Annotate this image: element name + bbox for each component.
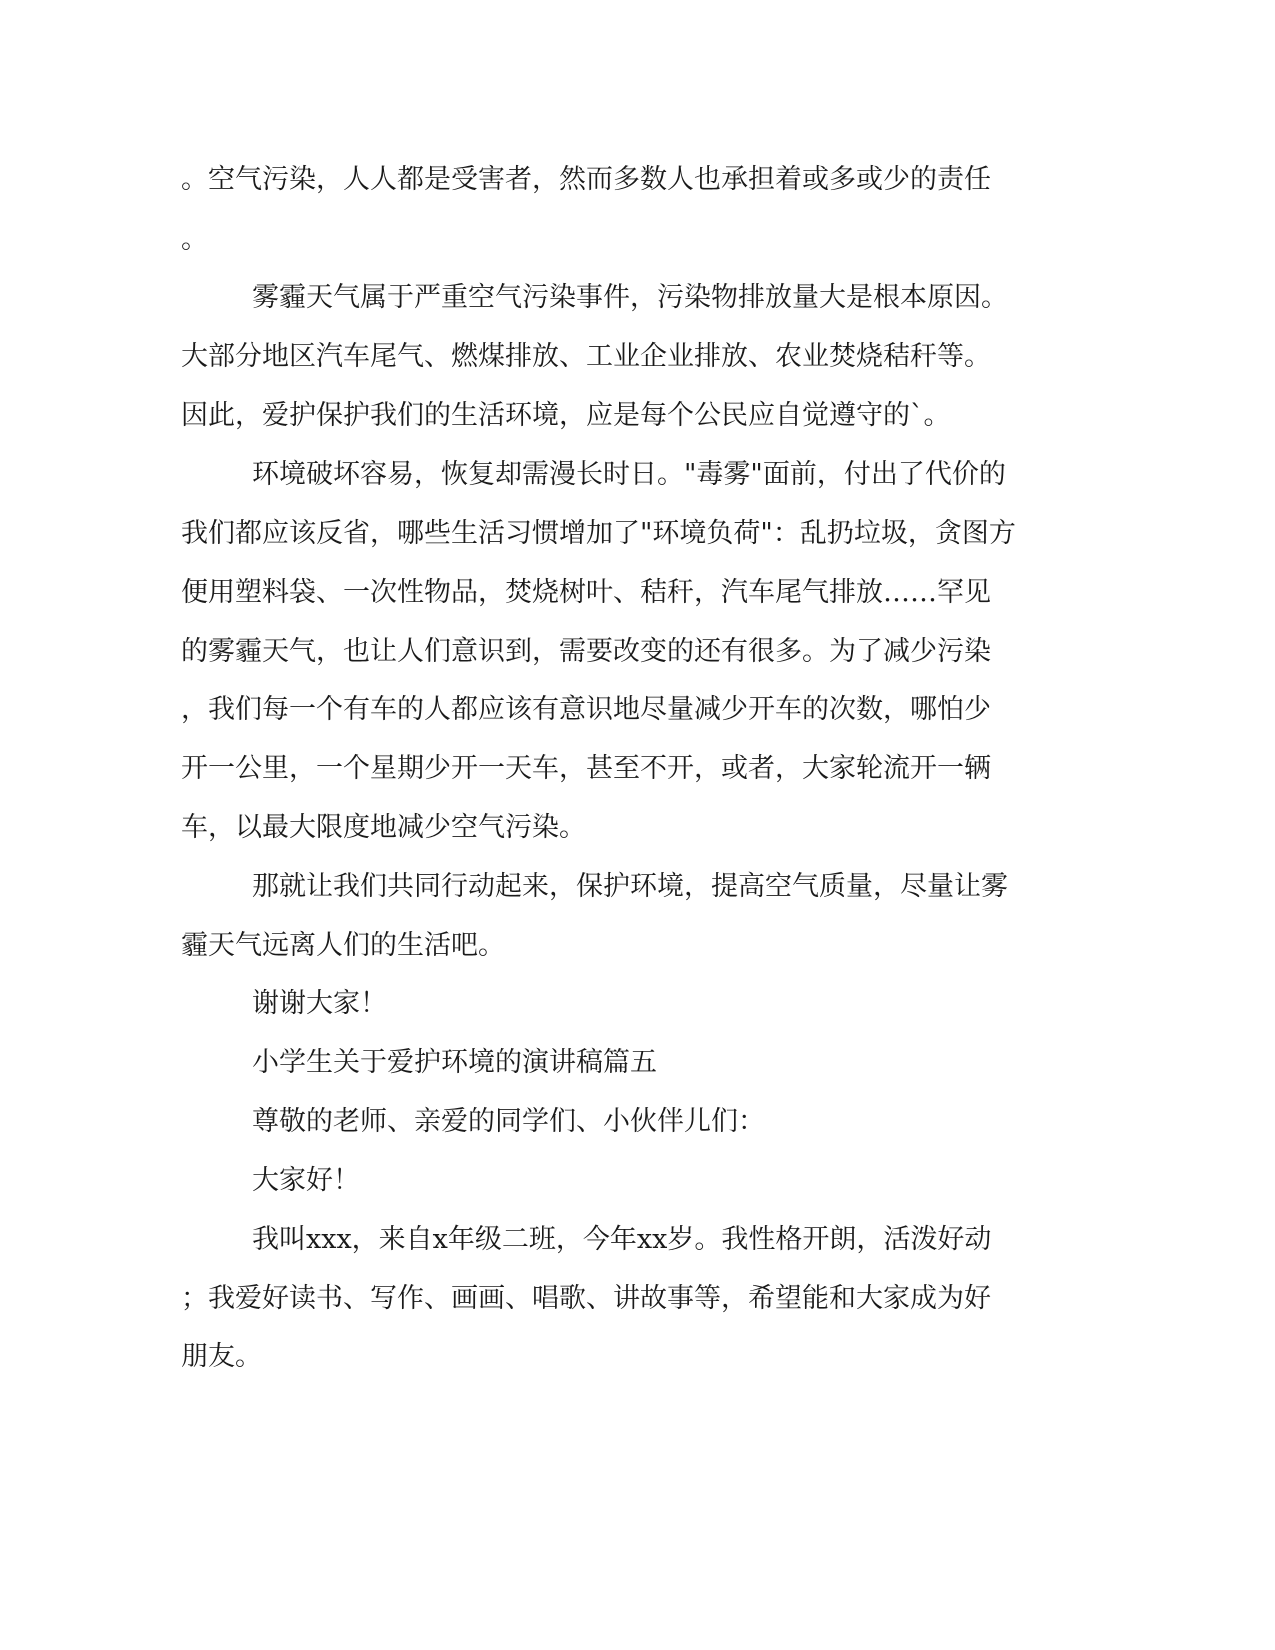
body-text-line: 。空气污染，人人都是受害者，然而多数人也承担着或多或少的责任 xyxy=(181,164,991,195)
paragraph-first-line: 雾霾天气属于严重空气污染事件，污染物排放量大是根本原因。 xyxy=(252,282,1008,313)
body-text-line: ；我爱好读书、写作、画画、唱歌、讲故事等，希望能和大家成为好 xyxy=(181,1283,991,1314)
body-text-line: 开一公里，一个星期少开一天车，甚至不开，或者，大家轮流开一辆 xyxy=(181,753,991,784)
body-text-line: 朋友。 xyxy=(181,1341,262,1372)
body-text-line: 便用塑料袋、一次性物品，焚烧树叶、秸秆，汽车尾气排放……罕见 xyxy=(181,577,991,608)
paragraph-first-line: 环境破坏容易，恢复却需漫长时日。"毒雾"面前，付出了代价的 xyxy=(252,459,1006,490)
body-text-line: 大部分地区汽车尾气、燃煤排放、工业企业排放、农业焚烧秸秆等。 xyxy=(181,341,991,372)
body-text-line: ，我们每一个有车的人都应该有意识地尽量减少开车的次数，哪怕少 xyxy=(181,694,991,725)
closing-thanks: 谢谢大家！ xyxy=(252,988,387,1019)
body-text-line: 霾天气远离人们的生活吧。 xyxy=(181,930,505,961)
paragraph-first-line: 我叫xxx，来自x年级二班，今年xx岁。我性格开朗，活泼好动 xyxy=(252,1224,992,1255)
paragraph-first-line: 那就让我们共同行动起来，保护环境，提高空气质量，尽量让雾 xyxy=(252,871,1008,902)
section-title: 小学生关于爱护环境的演讲稿篇五 xyxy=(252,1047,657,1078)
body-text-line: 的雾霾天气，也让人们意识到，需要改变的还有很多。为了减少污染 xyxy=(181,636,991,667)
greeting: 大家好！ xyxy=(252,1165,360,1196)
body-text-line: 我们都应该反省，哪些生活习惯增加了"环境负荷"：乱扔垃圾，贪图方 xyxy=(181,518,1016,549)
body-text-line: 。 xyxy=(181,224,208,255)
body-text-line: 车，以最大限度地减少空气污染。 xyxy=(181,812,586,843)
body-text-line: 因此，爱护保护我们的生活环境，应是每个公民应自觉遵守的`。 xyxy=(181,400,951,431)
salutation: 尊敬的老师、亲爱的同学们、小伙伴儿们： xyxy=(252,1106,765,1137)
